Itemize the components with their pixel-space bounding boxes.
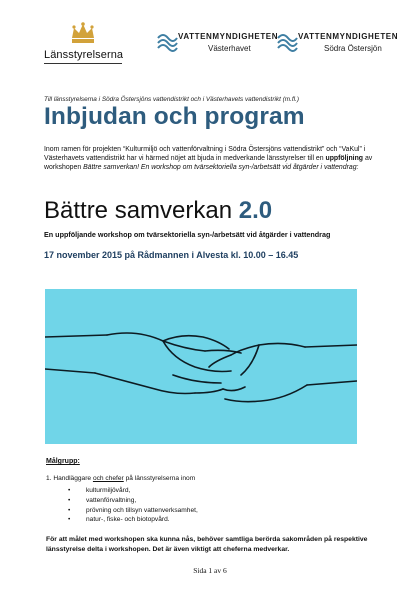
target-prefix: 1. Handläggare [46,475,93,482]
recipient-line: Till länsstyrelserna i Södra Östersjöns vattendistrikt och i Västerhavets vattendistrikt (m.fl.) [44,96,299,103]
target-group-label: Målgrupp: [46,458,80,465]
list-item: • prövning och tillsyn vattenverksamhet, [68,506,198,516]
workshop-headline [44,197,272,225]
workshop-subheading: En uppföljande workshop om tvärsektoriella syn-/arbetsätt vid åtgärder i vattendrag [44,230,331,239]
target-bullet-list [68,486,198,525]
vattenmyndigheten-sub: Södra Östersjön [324,44,382,53]
closing-paragraph: För att målet med workshopen ska kunna nås, behöver samtliga berörda sakområden på respektive länsstyrelse delta i workshopen. Det är även viktigt att cheferna medverkar. [46,536,368,553]
vattenmyndigheten-sub: Västerhavet [208,44,251,53]
wave-icon [156,30,178,52]
logo-underline [44,63,122,64]
invitation-text-1: Inom ramen för projekten “Kulturmiljö och vattenförvaltning i Södra Östersjöns vattendistrikt” och “VaKul” i Västerhavets vattendistrikt har vi härmed nöjet att bjuda in medverkande länsstyrelser till en [44,146,366,163]
target-underlined: och chefer [92,475,124,482]
headline-text: Bättre samverkan [44,197,239,224]
vattenmyndigheten-name: VATTENMYNDIGHETEN [178,32,279,41]
date-location-line: 17 november 2015 på Rådmannen i Alvesta kl. 10.00 – 16.45 [44,250,299,260]
target-suffix: på länsstyrelserna inom [123,475,196,482]
list-item: • kulturmiljövård, [68,486,198,496]
wave-icon [276,30,298,52]
handshake-icon [45,289,357,444]
page-number: Sida 1 av 6 [193,566,227,575]
crown-icon [70,22,96,46]
list-item: • vattenförvaltning, [68,496,198,506]
page-title: Inbjudan och program [44,103,305,130]
invitation-text-2: av workshopen [44,155,373,172]
vattenmyndigheten-name: VATTENMYNDIGHETEN [298,32,399,41]
lansstyrelserna-name: Länsstyrelserna [44,49,124,61]
handshake-illustration [45,289,357,444]
vattenmyndigheten-vasterhavet-logo [156,28,279,62]
invitation-paragraph [44,145,384,173]
lansstyrelserna-logo [44,22,122,64]
target-group-item [46,475,195,482]
headline-version: 2.0 [238,197,273,224]
vattenmyndigheten-sodra-logo [276,28,399,62]
invitation-bold: uppföljning [325,155,364,163]
invitation-italic: Bättre samverkan! En workshop om tvärsektoriella syn-/arbetsätt vid åtgärder i vattendrag: [83,164,359,172]
list-item: • natur-, fiske- och biotopvård. [68,515,198,525]
